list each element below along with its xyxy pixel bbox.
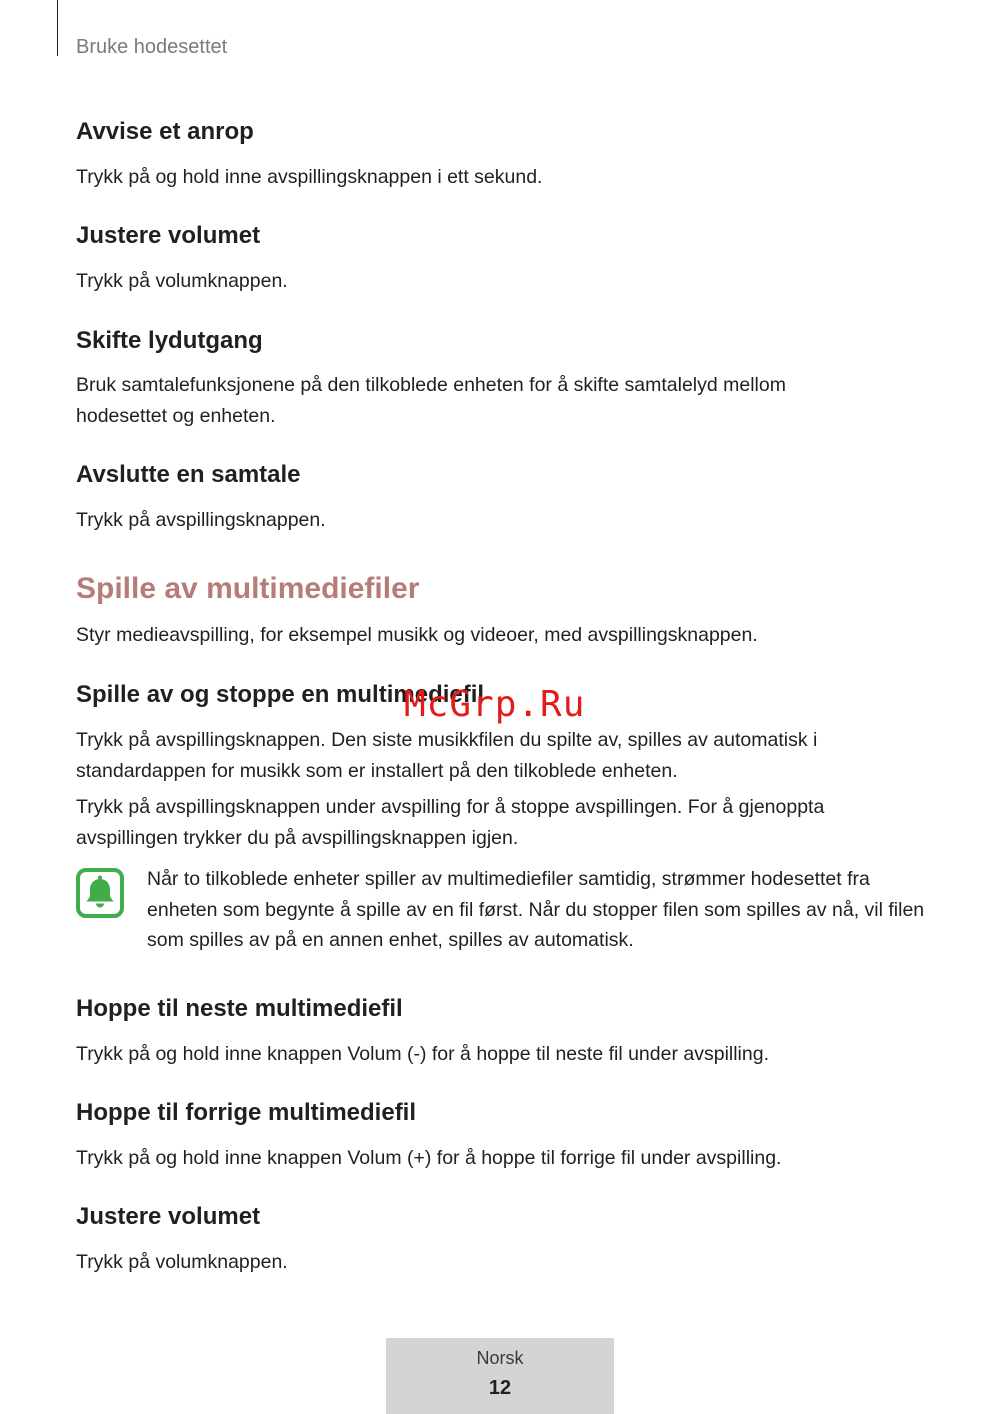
heading-next-file: Hoppe til neste multimediefil — [76, 995, 403, 1022]
heading-end-call: Avslutte en samtale — [76, 461, 301, 488]
text-next-file: Trykk på og hold inne knappen Volum (-) for å hoppe til neste fil under avspilling. — [76, 1043, 770, 1065]
text-end-call: Trykk på avspillingsknappen. — [76, 509, 326, 531]
footer-language: Norsk — [476, 1348, 524, 1368]
page-footer — [386, 1338, 614, 1414]
heading-play-media: Spille av multimediefiler — [76, 572, 420, 605]
text-adjust-volume-media: Trykk på volumknappen. — [76, 1251, 288, 1273]
bell-icon — [76, 868, 124, 918]
text-adjust-volume-call: Trykk på volumknappen. — [76, 270, 288, 292]
heading-play-stop: Spille av og stoppe en multimediefil — [76, 681, 485, 708]
text-play-stop-2: Trykk på avspillingsknappen under avspilling for å stoppe avspillingen. For å gjenoppta avspillingen trykker du på avspillingsknappen igjen. — [76, 796, 825, 849]
header-rule — [57, 0, 58, 56]
heading-adjust-volume-media: Justere volumet — [76, 1203, 261, 1230]
text-play-stop-1: Trykk på avspillingsknappen. Den siste musikkfilen du spilte av, spilles av automatisk i standardappen for musikk som er installert på den tilkoblede enheten. — [76, 729, 818, 782]
text-switch-audio: Bruk samtalefunksjonene på den tilkoblede enheten for å skifte samtalelyd mellom hodesettet og enheten. — [76, 374, 786, 427]
text-media-intro: Styr medieavspilling, for eksempel musikk og videoer, med avspillingsknappen. — [76, 624, 758, 646]
page-number: 12 — [488, 1377, 512, 1399]
watermark: McGrp.Ru — [404, 684, 586, 725]
heading-prev-file: Hoppe til forrige multimediefil — [76, 1099, 417, 1126]
heading-reject-call: Avvise et anrop — [76, 118, 254, 145]
heading-adjust-volume-call: Justere volumet — [76, 222, 261, 249]
text-reject-call: Trykk på og hold inne avspillingsknappen i ett sekund. — [76, 166, 543, 188]
heading-switch-audio: Skifte lydutgang — [76, 327, 263, 354]
note-text: Når to tilkoblede enheter spiller av multimediefiler samtidig, strømmer hodesettet fra enheten som begynte å spille av en fil først. Når du stopper filen som spilles av nå, vil filen som spilles av på en annen enhet, spilles av automatisk. — [147, 868, 925, 951]
section-label: Bruke hodesettet — [76, 36, 228, 58]
text-prev-file: Trykk på og hold inne knappen Volum (+) for å hoppe til forrige fil under avspilling. — [76, 1147, 782, 1169]
